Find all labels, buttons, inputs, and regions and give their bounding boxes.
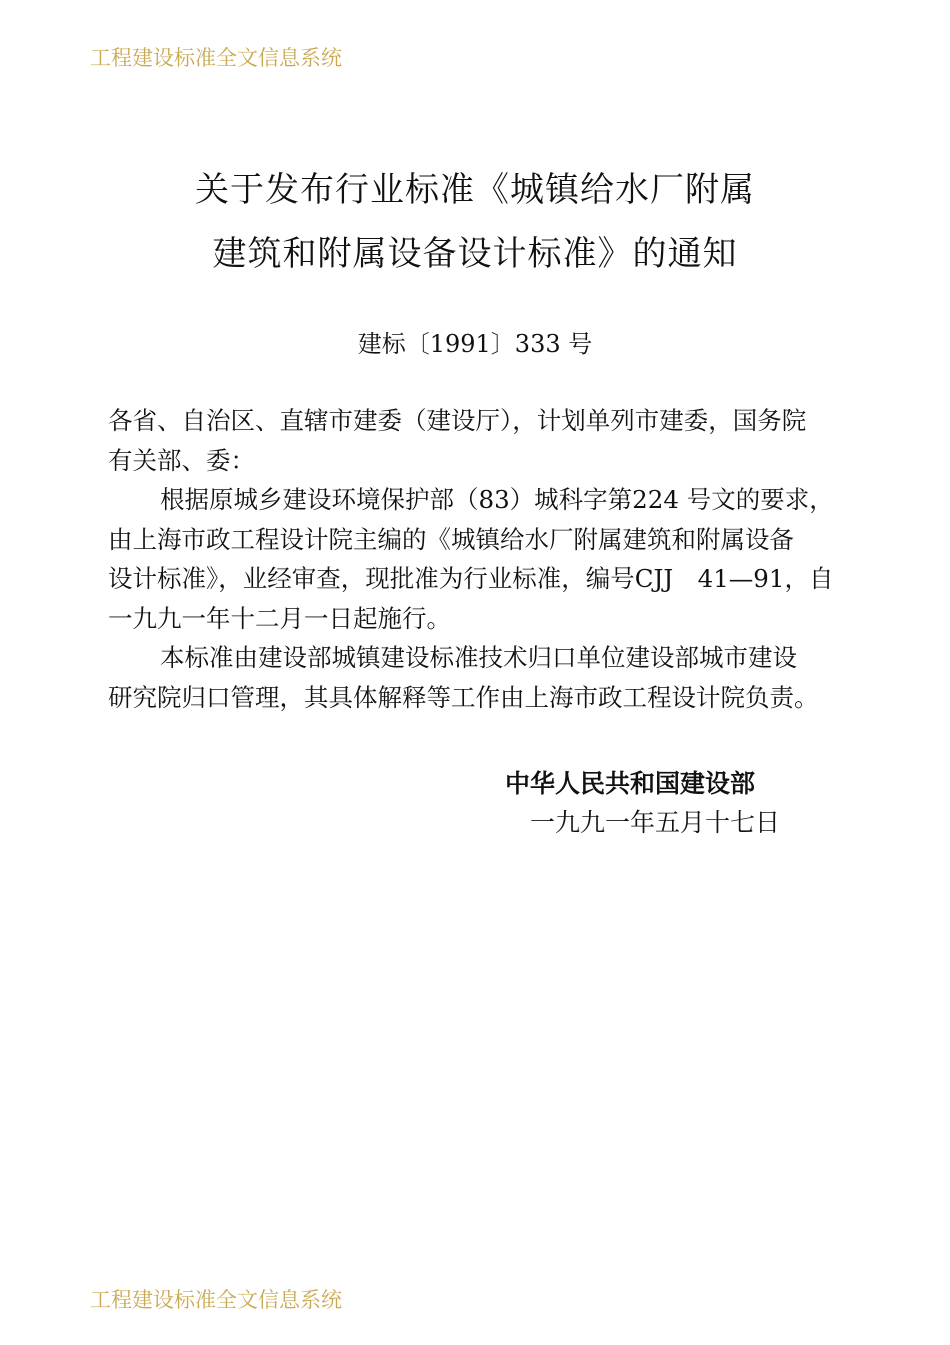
paragraph-1-line: 由上海市政工程设计院主编的《城镇给水厂附属建筑和附属设备: [108, 525, 794, 554]
signature-organization: 中华人民共和国建设部: [505, 769, 756, 798]
signature-date: 一九九一年五月十七日: [530, 808, 781, 837]
notice-title-line-2: 建筑和附属设备设计标准》的通知: [212, 234, 738, 274]
paragraph-1-line: 一九九一年十二月一日起施行。: [108, 604, 451, 633]
watermark-bottom: 工程建设标准全文信息系统: [90, 1288, 342, 1312]
document-number: 建标〔1991〕333 号: [357, 330, 593, 358]
paragraph-1-line: 根据原城乡建设环境保护部（83）城科字第224 号文的要求，: [160, 485, 834, 514]
paragraph-2-line: 研究院归口管理，其具体解释等工作由上海市政工程设计院负责。: [108, 683, 819, 712]
paragraph-2-line: 本标准由建设部城镇建设标准技术归口单位建设部城市建设: [160, 643, 797, 672]
watermark-top: 工程建设标准全文信息系统: [90, 46, 342, 70]
paragraph-1-line: 设计标准》，业经审查，现批准为行业标准，编号CJJ 41—91，自: [108, 564, 834, 593]
notice-title-line-1: 关于发布行业标准《城镇给水厂附属: [195, 170, 755, 210]
addressee-line: 有关部、委：: [108, 446, 255, 475]
addressee-line: 各省、自治区、直辖市建委（建设厅），计划单列市建委，国务院: [108, 406, 807, 435]
